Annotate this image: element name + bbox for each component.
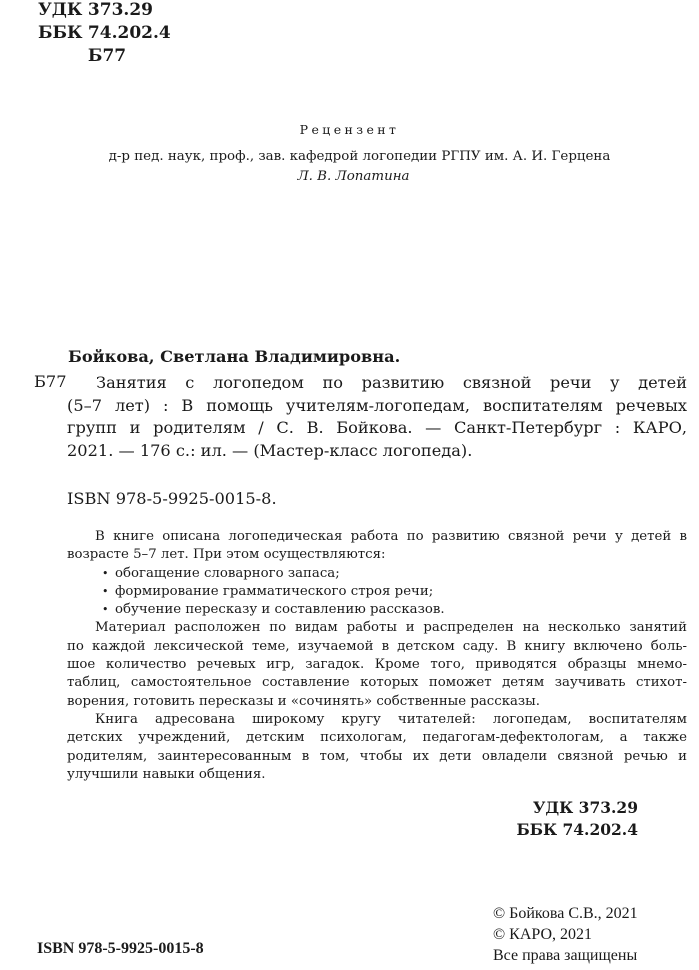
copyright-publisher: © КАРО, 2021 <box>493 926 593 943</box>
bullet-icon: • <box>102 603 109 617</box>
bullet-icon: • <box>102 566 109 580</box>
bib-line: 2021. — 176 с.: ил. — (Мастер-класс логопеда). <box>67 440 473 460</box>
annotation-line: Книга адресована широкому кругу читателей: логопедам, воспитателям <box>95 711 687 727</box>
udk-code: УДК 373.29 <box>532 798 638 817</box>
author-mark-row <box>38 45 171 68</box>
footer-isbn: ISBN 978-5-9925-0015-8 <box>37 940 204 957</box>
annotation-line: ворения, готовить пересказы и «сочинять» собственные рассказы. <box>67 693 540 709</box>
annotation-line: шое количество речевых игр, загадок. Кроме того, приводятся образцы мнемо- <box>67 657 687 673</box>
bib-line: групп и родителям / С. В. Бойкова. — Санкт-Петербург : КАРО, <box>67 418 687 437</box>
annotation-line: таблиц, самостоятельное составление которых поможет детям заучивать стихот- <box>67 675 687 691</box>
reviewer-description: д-р пед. наук, проф., зав. кафедрой логопедии РГПУ им. А. И. Герцена <box>108 149 611 164</box>
list-item: • обогащение словарного запаса; <box>67 565 687 583</box>
annotation-line: улучшили навыки общения. <box>67 766 266 782</box>
annotation-line: детских учреждений, детским психологам, педагогам-дефектологам, а также <box>67 730 687 746</box>
annotation <box>67 528 687 784</box>
bbk-value: 74.202.4 <box>87 23 171 43</box>
list-item: • обучение пересказу и составлению рассказов. <box>67 601 687 619</box>
bib-line: (5–7 лет) : В помощь учителям-логопедам, воспитателям речевых <box>67 395 687 415</box>
annotation-line: родителям, заинтересованным в том, чтобы их дети овладели связной речью и <box>67 748 687 764</box>
copyright-author: © Бойкова С.В., 2021 <box>493 905 638 922</box>
record-author-mark: Б77 <box>34 372 67 391</box>
bbk-row <box>38 22 171 45</box>
bib-line: Занятия с логопедом по развитию связной речи у детей <box>96 373 687 392</box>
bbk-code: ББК 74.202.4 <box>516 820 638 839</box>
bibliographic-description <box>67 372 687 462</box>
bbk-label: ББК <box>38 23 83 43</box>
author-heading: Бойкова, Светлана Владимировна. <box>68 347 401 366</box>
annotation-line: возрасте 5–7 лет. При этом осуществляются: <box>67 547 386 563</box>
bullet-icon: • <box>102 584 109 598</box>
annotation-line: по каждой лексической теме, изучаемой в детском саду. В книгу включено боль- <box>67 638 687 654</box>
udk-value: 373.29 <box>87 0 153 20</box>
copyright-block <box>493 903 638 966</box>
author-mark: Б77 <box>87 46 127 66</box>
annotation-line: Материал расположен по видам работы и распределен на несколько занятий <box>95 620 687 636</box>
udk-row <box>38 0 171 22</box>
rights-reserved: Все права защищены <box>493 947 638 964</box>
reviewer-name: Л. В. Лопатина <box>297 169 410 184</box>
isbn: ISBN 978-5-9925-0015-8. <box>67 489 277 508</box>
list-item: • формирование грамматического строя речи; <box>67 583 687 601</box>
classification-top <box>38 0 171 68</box>
reviewer-label: Рецензент <box>299 122 400 137</box>
annotation-line: В книге описана логопедическая работа по развитию связной речи у детей в <box>95 529 687 544</box>
classification-bottom <box>517 797 639 841</box>
udk-label: УДК <box>38 0 83 20</box>
